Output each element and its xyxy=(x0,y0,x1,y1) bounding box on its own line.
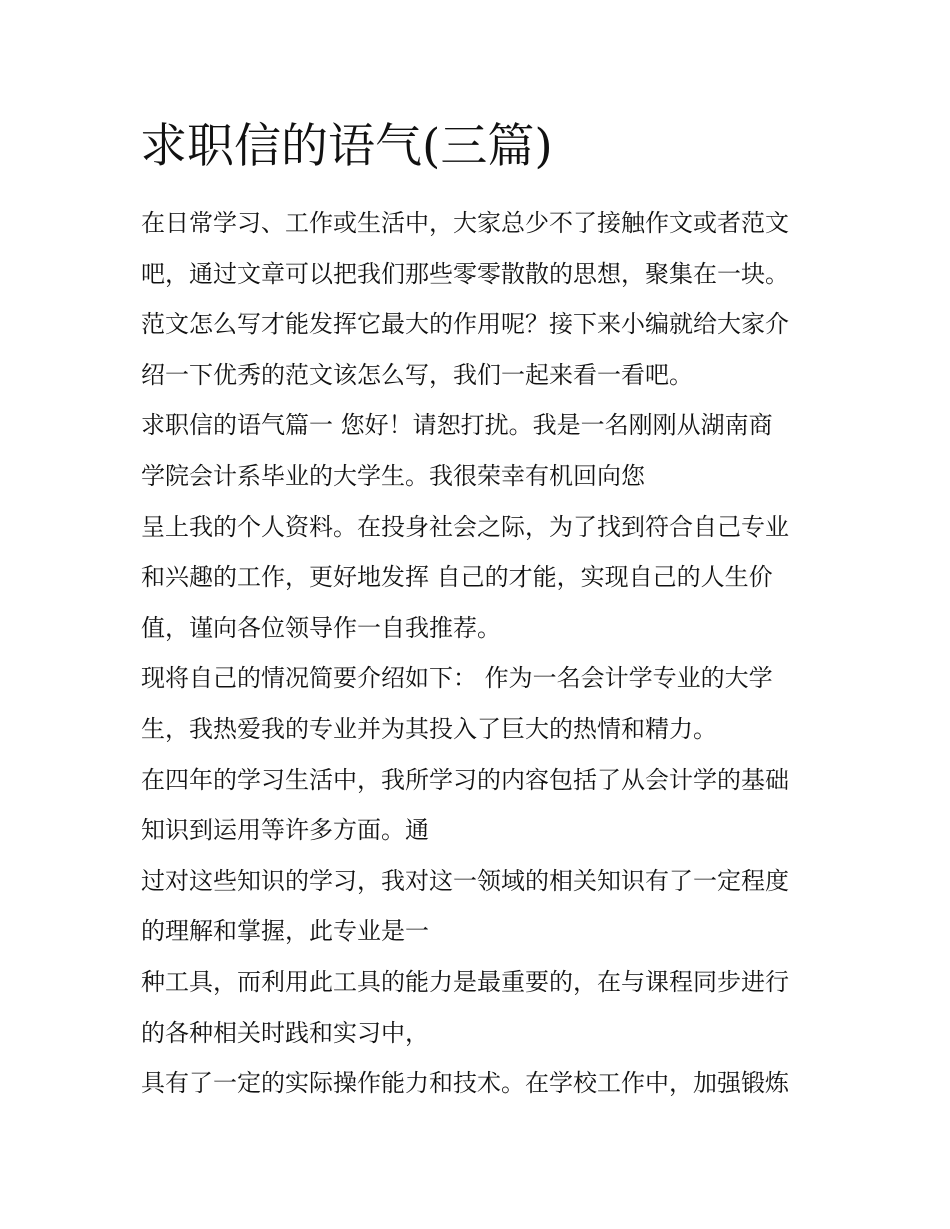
body-line: 的各种相关时践和实习中， xyxy=(141,1018,429,1047)
body-line: 过对这些知识的学习，我对这一领域的相关知识有了一定程度 xyxy=(141,866,789,895)
body-line: 在日常学习、工作或生活中，大家总少不了接触作文或者范文 xyxy=(141,209,789,237)
body-line: 种工具，而利用此工具的能力是最重要的，在与课程同步进行 xyxy=(141,967,789,996)
document-body xyxy=(141,198,813,1109)
body-line: 值，谨向各位领导作一自我推荐。 xyxy=(141,613,501,642)
document-title: 求职信的语气(三篇) xyxy=(140,119,553,174)
body-line: 和兴趣的工作，更好地发挥 自己的才能，实现自己的人生价 xyxy=(141,563,773,592)
body-line: 知识到运用等许多方面。通 xyxy=(141,816,429,845)
body-line: 的理解和掌握，此专业是一 xyxy=(141,917,429,946)
body-line: 具有了一定的实际操作能力和技术。在学校工作中，加强锻炼 xyxy=(141,1069,789,1098)
body-line: 绍一下优秀的范文该怎么写，我们一起来看一看吧。 xyxy=(141,360,693,389)
body-line: 学院会计系毕业的大学生。我很荣幸有机回向您 xyxy=(141,461,645,490)
body-line: 吧，通过文章可以把我们那些零零散散的思想，聚集在一块。 xyxy=(141,259,789,288)
body-line: 在四年的学习生活中，我所学习的内容包括了从会计学的基础 xyxy=(141,765,789,794)
body-line: 范文怎么写才能发挥它最大的作用呢？接下来小编就给大家介 xyxy=(141,310,789,339)
body-line: 求职信的语气篇一 您好！请恕打扰。我是一名刚刚从湖南商 xyxy=(141,411,773,440)
body-line: 现将自己的情况简要介绍如下： 作为一名会计学专业的大学 xyxy=(141,664,773,693)
body-line: 呈上我的个人资料。在投身社会之际，为了找到符合自己专业 xyxy=(141,512,789,541)
body-line: 生，我热爱我的专业并为其投入了巨大的热情和精力。 xyxy=(141,714,717,743)
